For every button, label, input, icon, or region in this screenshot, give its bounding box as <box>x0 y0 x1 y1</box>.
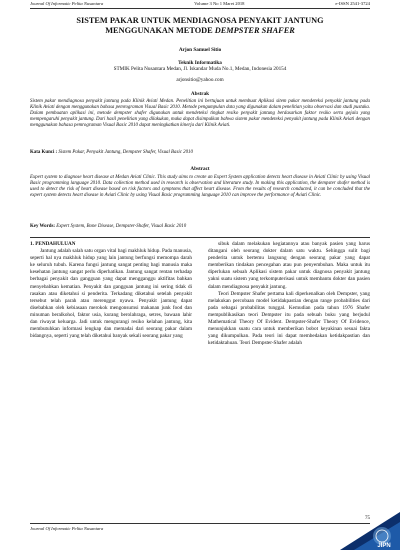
logo-text: JIPN <box>377 543 391 549</box>
journal-header <box>30 1 370 6</box>
body-paragraph: sibuk dalam melakukan kegiatannya atau banyak pasien yang harus ditangani oleh seorang dokter dalam satu waktu. Sehingga sulit bagi penderita untuk bertemu langsung dengan seorang pakar yang dapat memberikan tindakan pencegahan atau pun penyembuhan. Maka untuk itu diperlukan sebuah Aplikasi sistem pakar untuk diagnosa penyakit jantung yakni suatu sistem yang terkomputerisasi untuk membantu dokter dan pasien dalam mendiagnosa penyakit jantung. <box>208 241 370 290</box>
key-words-values: Expert System, Bone Disease, Dempster-Shafer, Visual Basic 2010 <box>55 224 187 229</box>
abstrak-heading: Abstrak <box>190 91 210 97</box>
journal-name: Journal Of Informatic Pelita Nusantara <box>30 1 104 6</box>
footer-journal: Journal Of Informatic Pelita Nusantara <box>30 526 104 531</box>
author-email[interactable]: arjonsitio@yahoo.com <box>176 77 224 83</box>
kata-kunci-label: Kata Kunci : <box>30 150 58 155</box>
title-line-2 <box>30 26 370 36</box>
issn: e-ISSN 2541-3724 <box>335 1 370 6</box>
kata-kunci <box>30 150 370 156</box>
abstrak-body: Sistem pakar mendiagnosa penyakit jantung pada Klinik Aviati Medan. Penelitian ini bertujuan untuk membuat Aplikasi sitem pakar mendeteksi penyakit jantung pada Klinik Aviati dengan menggunakan bahasa pemrograman Visual Basic 2010. Metode pengumpulan data yang digunakan dalam penelitian yaitu observasi dan studi pustaka. Dalam pembuatan aplikasi ini, metode dempster shafer digunakan untuk mendeteksi tingkat resiko penyakit jantung berdasarkan faktor resiko serta gejala yang mempengaruhi penyakit jantung. Dari hasil penelitian yang dilakukan, maka dapat disimpulkan bahwa sistem pakar mendeteksi penyakit jantung pada Klinik Aviati dengan menggunakan bahasa pemrograman Visual Basic 2010 dapat meningkatkan kinerja dari Klinik Aviati. <box>30 99 370 128</box>
title-method: DEMPSTER SHAFER <box>214 26 295 35</box>
right-column <box>208 241 370 347</box>
paper-title <box>30 16 370 36</box>
author-program: Teknik Informatika <box>178 60 222 66</box>
abstract-heading: Abstract <box>190 166 210 172</box>
body-paragraph: Jantung adalah salah satu organ vital bagi makhluk hidup. Pada manusia, seperti hal nya makhluk hidup yang lain jantung berfungsi memompa darah ke seluruh tubuh. Karena fungsi jantung sangat penting bagi manusia maka kesehatan jantung sangat perlu diperhatikan. Jantung sangat rentan terhadap berbagai penyakit dan gangguan yang dapat mengganggu aktifitas bahkan menyebabkan kematian. Penyakit dan gangguan jantung ini sering tidak di rasakan atau diketahui si penderita. Terkadang diketahui setelah penyakit tersebut telah parah atau merenggut nyawa. Penyakit jantung dapat disebabkan oleh kebiasaan merokok mengonsumsi makanan junk food dan minuman beralkohol, faktor usia, kurang berolahraga, setres, bawaan lahir dan riwayat keluarga. Jadi untuk mengurangi resiko kelahan jantung, kita membutuhkan informasi lengkap dan memadai dari seorang pakar dalam bidangnya, seperti yang telah diketahui banyak sekali seorang pakar yang <box>30 248 192 340</box>
key-words-label: Key Words: <box>30 224 56 229</box>
author-name: Arjon Samuel Sitio <box>178 47 222 53</box>
volume-info: Volume 3 No 1 Maret 2018 <box>194 1 245 6</box>
left-column <box>30 241 192 340</box>
section-heading-pendahuluan: 1. PENDAHULUAN <box>30 241 76 247</box>
section-separator <box>30 237 370 238</box>
header-rule <box>30 8 370 9</box>
key-words <box>30 224 370 230</box>
kata-kunci-values: Sistem Pakar, Penyakit Jantung, Dempster Shafer, Visual Basic 2010 <box>57 150 193 155</box>
title-line-2-prefix: MENGGUNAKAN METODE <box>105 26 215 35</box>
jipn-logo-icon <box>340 512 400 550</box>
title-line-1: SISTEM PAKAR UNTUK MENDIAGNOSA PENYAKIT JANTUNG <box>76 16 324 25</box>
abstract-body: Expert system to diagnose heart disease at Medan Aviati Clinic. This study aims to create an Expert System application detects heart disease in Aviati Clinic by using Visual Basic programming language 2010. Data collection method used in research is observation and literature study. In making this application, the dempster shafer method is used to detect the risk of heart disease based on risk factors and symptoms that affect heart disease. From the results of research conducted, it can be concluded that the expert system detects heart disease in Aviati Clinic by using Visual Basic programming language 2010 can improve the performance of Aviati Clinic. <box>30 175 370 198</box>
body-paragraph: Teori Dempster Shafer pertama kali diperkenalkan oleh Dempster, yang melakukan percobaan model ketidakpastian dengan range probabilities dari pada sebagai probabilitas tunggal. Kemudian pada tahun 1976 Shafer mempublikasikan teori Dempster itu pada sebuah buku yang berjudul Mathematical Theory Of Evident. Dempster-Shafer Theory Of Evidence, menunjukkan suatu cara untuk memberikan bobot keyakinan sesuai fakta yang dikumpulkan. Pada teori ini dapat membedakan ketidakpastian dan ketidaktahuan. Teori Dempster-Shafer adalah <box>208 290 370 347</box>
footer-rule <box>30 523 370 524</box>
page-number: 75 <box>365 516 370 521</box>
author-institution: STMIK Pelita Nusantara Medan, Jl. Iskandar Muda No.1, Medan, Indonesia 20154 <box>113 66 287 72</box>
